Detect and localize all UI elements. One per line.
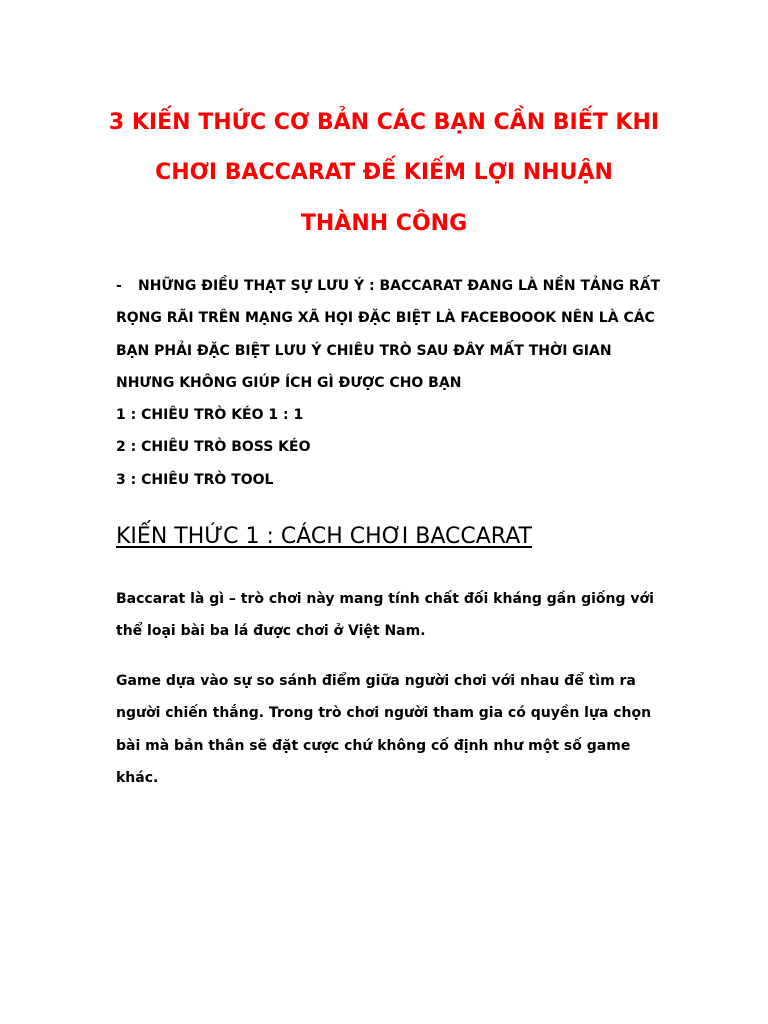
title-line-3: THÀNH CÔNG <box>300 211 468 236</box>
paragraph-1-line: thể loại bài ba lá được chơi ở Việt Nam. <box>116 623 426 639</box>
notice-line-3: BẠN PHẢI ĐẶC BIỆT LƯU Ý CHIÊU TRÒ SAU ĐÂY MẤT THỜI GIAN <box>116 343 612 359</box>
title-line-2: CHƠI BACCARAT ĐẾ KIẾM LỢI NHUẬN <box>155 160 613 185</box>
notice-line-1 <box>116 277 660 295</box>
notice-line-4: NHƯNG KHÔNG GIÚP ÍCH GÌ ĐƯỢC CHO BẠN <box>116 375 462 391</box>
paragraph-2-line: khác. <box>116 770 159 786</box>
list-item: 2 : CHIÊU TRÒ BOSS KÉO <box>116 439 311 455</box>
paragraph-1-line: Baccarat là gì – trò chơi này mang tính chất đối kháng gần giống với <box>116 591 654 607</box>
list-item: 1 : CHIÊU TRÒ KÉO 1 : 1 <box>116 407 304 423</box>
list-item: 3 : CHIÊU TRÒ TOOL <box>116 472 274 488</box>
title-line-1: 3 KIẾN THỨC CƠ BẢN CÁC BẠN CẦN BIẾT KHI <box>108 110 660 135</box>
notice-text: NHỮNG ĐIỀU THẠT SỰ LƯU Ý : BACCARAT ĐANG LÀ NỀN TẢNG RẤT <box>138 278 661 294</box>
section-heading: KIẾN THỨC 1 : CÁCH CHƠI BACCARAT <box>116 524 532 549</box>
paragraph-2-line: Game dựa vào sự so sánh điểm giữa người chơi với nhau để tìm ra <box>116 673 636 689</box>
notice-line-2: RỌNG RÃI TRÊN MẠNG XÃ HỌI ĐẶC BIỆT LÀ FACEBOOOK NÊN LÀ CÁC <box>116 310 655 326</box>
bullet-dash: - <box>116 278 122 294</box>
paragraph-2-line: bài mà bản thân sẽ đặt cược chứ không cố định như một số game <box>116 738 631 754</box>
paragraph-2-line: người chiến thắng. Trong trò chơi người tham gia có quyền lựa chọn <box>116 705 652 721</box>
